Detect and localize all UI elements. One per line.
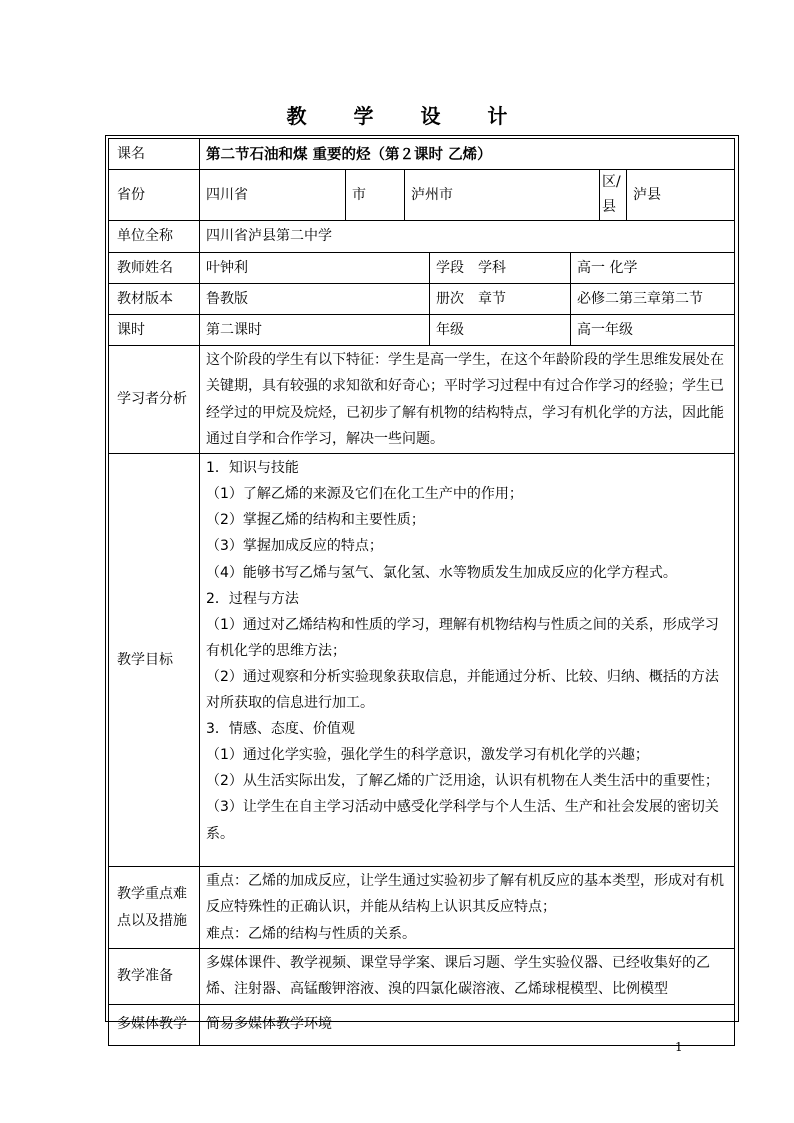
teaching-goals <box>200 454 735 867</box>
row-learner <box>109 346 735 454</box>
goals-label: 教学目标 <box>109 454 200 867</box>
key-point-line: 反应特殊性的正确认识，并能从结构上认识其反应特点； <box>206 899 556 916</box>
row-lesson <box>109 315 735 346</box>
goal-line: 系。 <box>206 825 234 842</box>
goal-line: （3）掌握加成反应的特点； <box>206 538 383 555</box>
row-unit <box>109 221 735 253</box>
goal-heading: 3．情感、态度、价值观 <box>206 721 355 738</box>
row-preparation <box>109 949 735 1005</box>
key-point-line: 重点：乙烯的加成反应，让学生通过实验初步了解有机反应的基本类型，形成对有机 <box>206 873 724 890</box>
key-points-label-line: 教学重点难 <box>117 885 187 902</box>
preparation-line: 烯、注射器、高锰酸钾溶液、溴的四氯化碳溶液、乙烯球棍模型、比例模型 <box>206 981 668 998</box>
page-number: 1 <box>675 1040 683 1054</box>
lesson-label: 课时 <box>109 315 200 346</box>
preparation-label: 教学准备 <box>109 949 200 1005</box>
province-value: 四川省 <box>200 170 346 221</box>
learner-line: 关键期，具有较强的求知欲和好奇心；平时学习过程中有过合作学习的经验；学生已 <box>206 378 724 395</box>
grade-label: 年级 <box>430 315 571 346</box>
row-teacher <box>109 253 735 284</box>
learner-line: 通过自学和合作学习，解决一些问题。 <box>206 430 444 447</box>
multimedia-value: 简易多媒体教学环境 <box>200 1004 735 1045</box>
learner-line: 这个阶段的学生有以下特征：学生是高一学生，在这个年龄阶段的学生思维发展处在 <box>206 352 724 368</box>
page-title: 教 学 设 计 <box>286 104 528 128</box>
unit-value: 四川省泸县第二中学 <box>200 221 735 253</box>
stage-label: 学段 学科 <box>430 253 571 284</box>
teacher-label: 教师姓名 <box>109 253 200 284</box>
city-value: 泸州市 <box>405 170 600 221</box>
key-point-line: 难点：乙烯的结构与性质的关系。 <box>206 925 416 942</box>
textbook-label: 教材版本 <box>109 284 200 315</box>
goal-line: （1）了解乙烯的来源及它们在化工生产中的作用； <box>206 486 523 503</box>
row-goals <box>109 454 735 867</box>
volume-label: 册次 章节 <box>430 284 571 315</box>
county-label: 区/县 <box>600 170 627 221</box>
row-multimedia <box>109 1004 735 1045</box>
key-points-label <box>109 867 200 949</box>
goal-line: （1）通过对乙烯结构和性质的学习，理解有机物结构与性质之间的关系，形成学习 <box>206 616 719 633</box>
volume-value: 必修二第三章第二节 <box>571 284 735 315</box>
learner-analysis <box>200 346 735 454</box>
goal-heading: 1．知识与技能 <box>206 460 299 477</box>
lesson-design-table <box>108 138 735 1046</box>
learner-label: 学习者分析 <box>109 346 200 454</box>
teacher-value: 叶钟利 <box>200 253 430 284</box>
preparation <box>200 949 735 1005</box>
city-label: 市 <box>346 170 405 221</box>
row-location <box>109 170 735 221</box>
goal-line: （1）通过化学实验，强化学生的科学意识，激发学习有机化学的兴趣； <box>206 747 649 764</box>
county-value: 泸县 <box>627 170 735 221</box>
textbook-value: 鲁教版 <box>200 284 430 315</box>
goal-line: 对所获取的信息进行加工。 <box>206 695 374 712</box>
goal-line: （3）让学生在自主学习活动中感受化学科学与个人生活、生产和社会发展的密切关 <box>206 799 719 816</box>
goal-line: 有机化学的思维方法； <box>206 642 346 659</box>
course-value: 第二节石油和煤 重要的烃（第２课时 乙烯） <box>200 139 735 170</box>
row-textbook <box>109 284 735 315</box>
goal-line: （2）通过观察和分析实验现象获取信息，并能通过分析、比较、归纳、概括的方法 <box>206 668 719 685</box>
row-key-points <box>109 867 735 949</box>
grade-value: 高一年级 <box>571 315 735 346</box>
goal-line: （2）从生活实际出发，了解乙烯的广泛用途，认识有机物在人类生活中的重要性； <box>206 773 719 790</box>
province-label: 省份 <box>109 170 200 221</box>
row-course <box>109 139 735 170</box>
goal-line: （4）能够书写乙烯与氢气、氯化氢、水等物质发生加成反应的化学方程式。 <box>206 564 677 581</box>
goal-line: （2）掌握乙烯的结构和主要性质； <box>206 512 425 529</box>
goal-heading: 2．过程与方法 <box>206 590 299 607</box>
course-label: 课名 <box>109 139 200 170</box>
lesson-value: 第二课时 <box>200 315 430 346</box>
key-points-label-line: 点以及措施 <box>117 912 187 929</box>
key-points <box>200 867 735 949</box>
stage-value: 高一 化学 <box>571 253 735 284</box>
preparation-line: 多媒体课件、教学视频、课堂导学案、课后习题、学生实验仪器、已经收集好的乙 <box>206 955 710 972</box>
unit-label: 单位全称 <box>109 221 200 253</box>
multimedia-label: 多媒体教学 <box>109 1004 200 1045</box>
learner-line: 经学过的甲烷及烷烃，已初步了解有机物的结构特点，学习有机化学的方法，因此能 <box>206 404 724 421</box>
